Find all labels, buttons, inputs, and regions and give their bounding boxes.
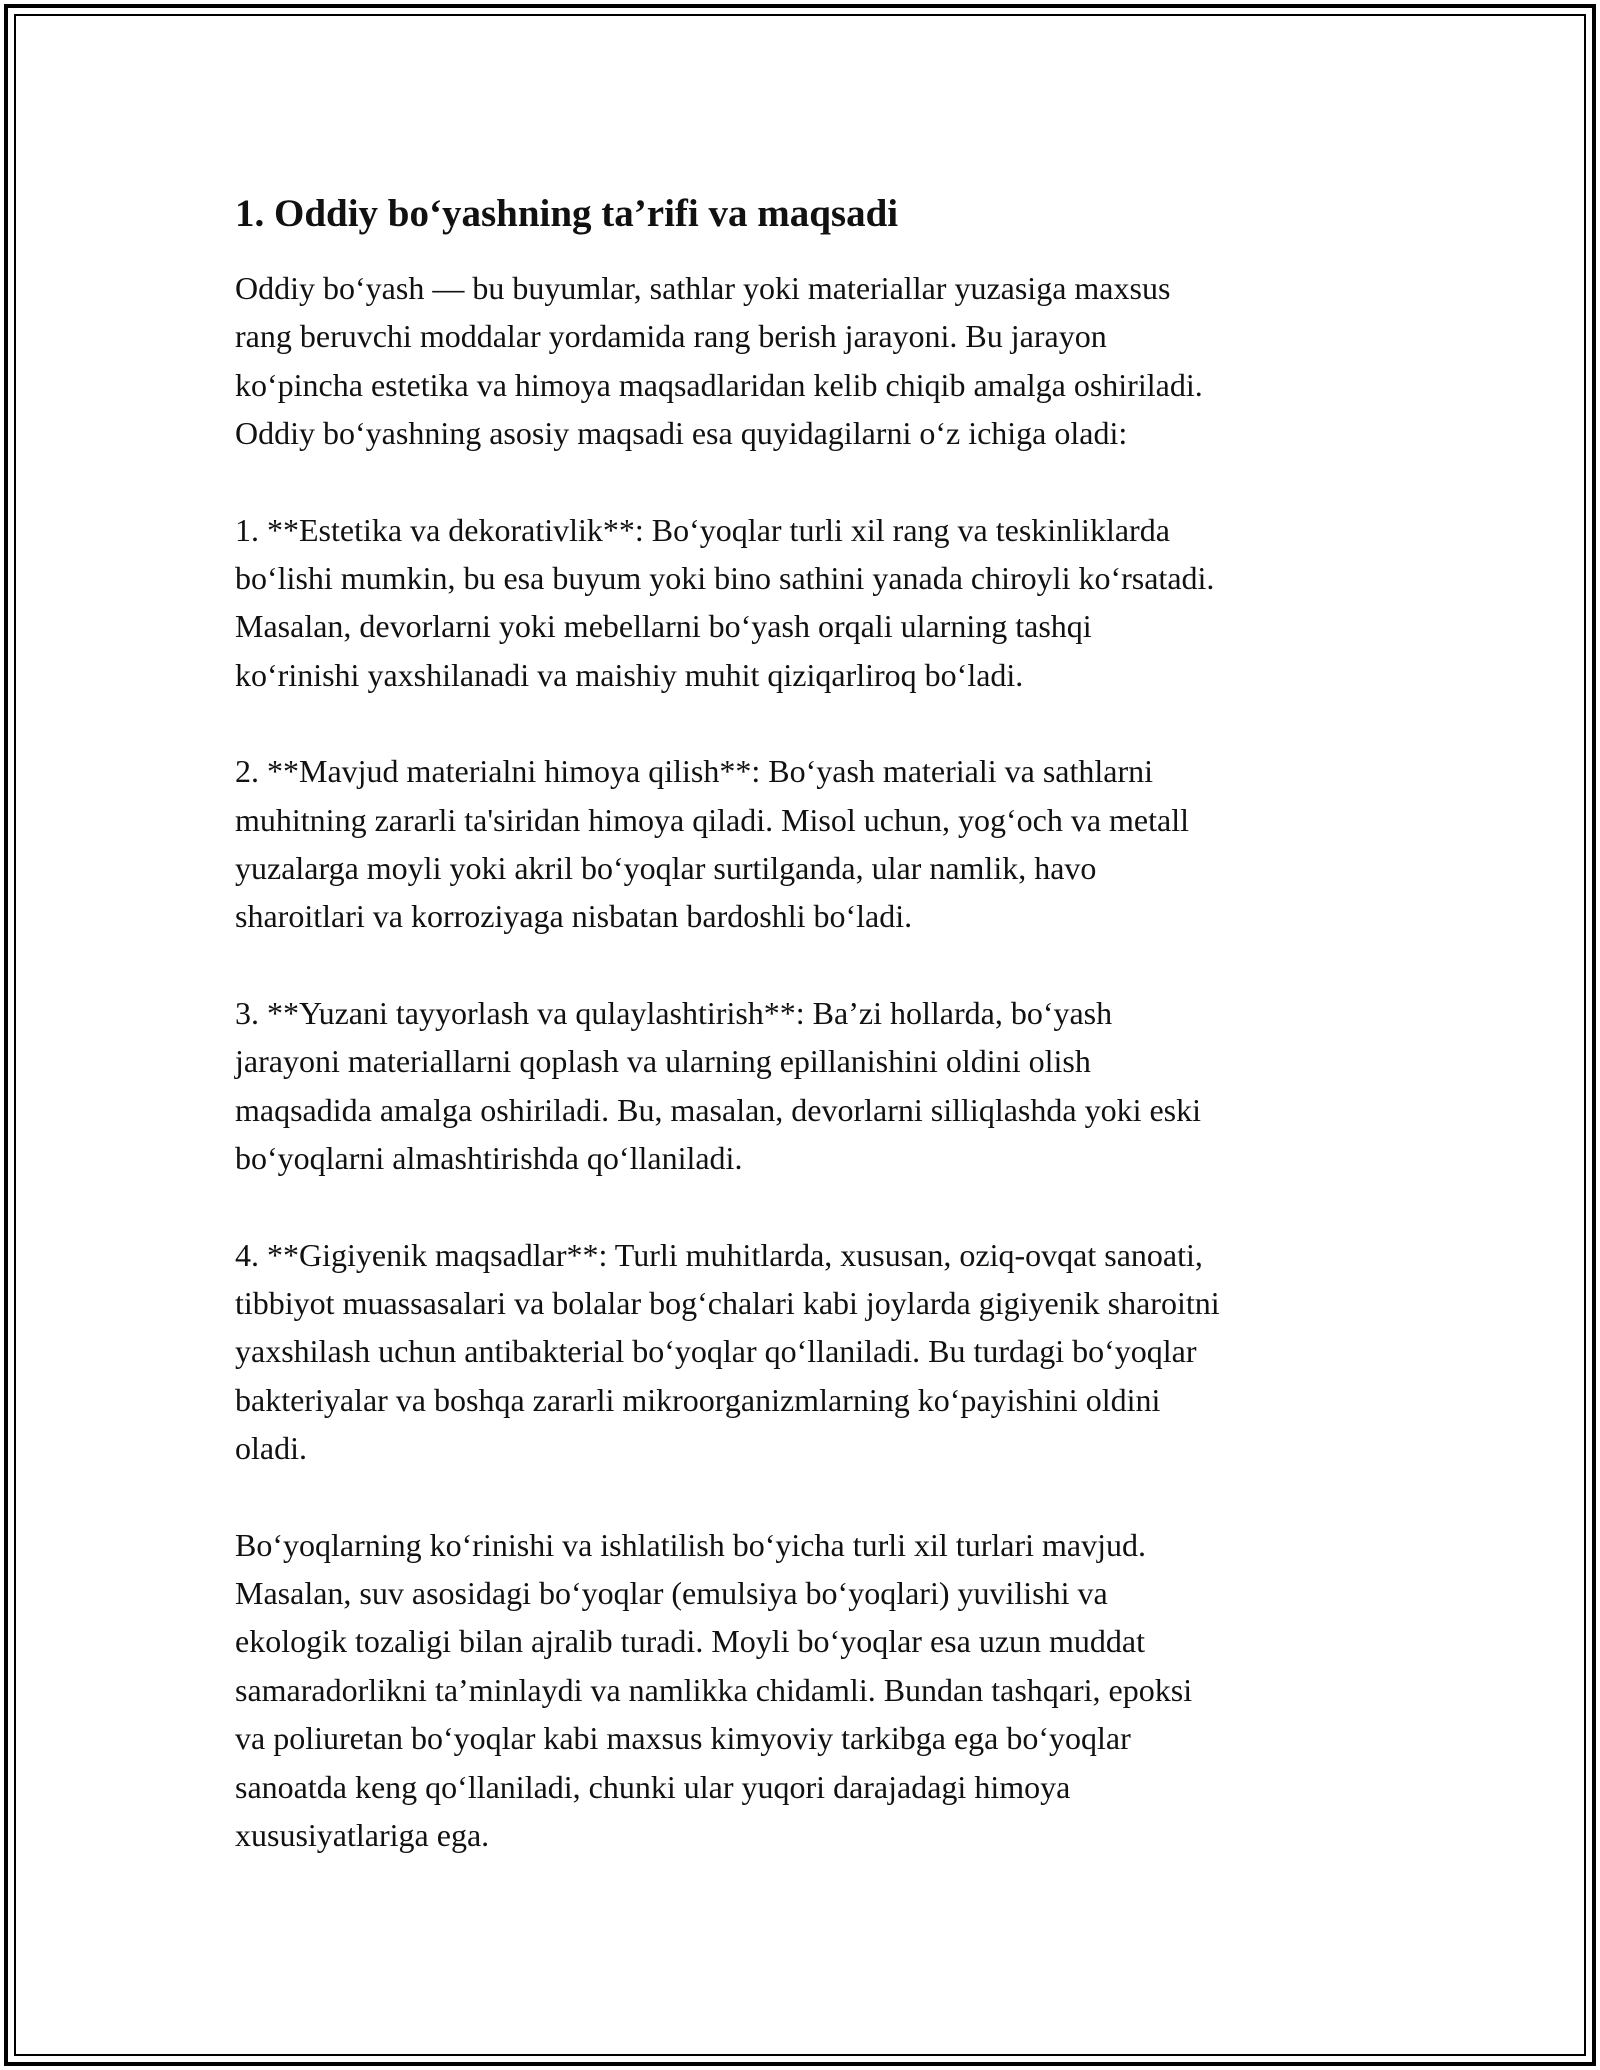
list-item-hygiene: 4. **Gigiyenik maqsadlar**: Turli muhitlarda, xususan, oziq-ovqat sanoati, tibbiyot muassasalari va bolalar bog‘chalari kabi joylarda gigiyenik sharoitni yaxshilash uchun antibakterial bo‘yoqlar qo‘llaniladi. Bu turdagi bo‘yoqlar bakteriyalar va boshqa zararli mikroorganizmlarning ko‘payishini oldini oladi. bbox=[235, 1236, 1220, 1467]
document-body bbox=[235, 188, 1385, 1907]
closing-paragraph: Bo‘yoqlarning ko‘rinishi va ishlatilish bo‘yicha turli xil turlari mavjud. Masalan, suv asosidagi bo‘yoqlar (emulsiya bo‘yoqlari) yuvilishi va ekologik tozaligi bilan ajralib turadi. Moyli bo‘yoqlar esa uzun muddat samaradorlikni ta’minlaydi va namlikka chidamli. Bundan tashqari, epoksi va poliuretan bo‘yoqlar kabi maxsus kimyoviy tarkibga ega bo‘yoqlar sanoatda keng qo‘llaniladi, chunki ular yuqori darajadagi himoya xususiyatlariga ega. bbox=[235, 1526, 1193, 1853]
list-item-aesthetics: 1. **Estetika va dekorativlik**: Bo‘yoqlar turli xil rang va teskinliklarda bo‘lishi mumkin, bu esa buyum yoki bino sathini yanada chiroyli ko‘rsatadi. Masalan, devorlarni yoki mebellarni bo‘yash orqali ularning tashqi ko‘rinishi yaxshilanadi va maishiy muhit qiziqarliroq bo‘ladi. bbox=[235, 511, 1215, 693]
intro-paragraph: Oddiy bo‘yash — bu buyumlar, sathlar yoki materiallar yuzasiga maxsus rang beruvchi moddalar yordamida rang berish jarayoni. Bu jarayon ko‘pincha estetika va himoya maqsadlaridan kelib chiqib amalga oshiriladi. Oddiy bo‘yashning asosiy maqsadi esa quyidagilarni o‘z ichiga oladi: bbox=[235, 270, 1203, 452]
list-item-protection: 2. **Mavjud materialni himoya qilish**: Bo‘yash materiali va sathlarni muhitning zararli ta'siridan himoya qiladi. Misol uchun, yog‘och va metall yuzalarga moyli yoki akril bo‘yoqlar surtilganda, ular namlik, havo sharoitlari va korroziyaga nisbatan bardoshli bo‘ladi. bbox=[235, 753, 1189, 935]
list-item-surface-preparation: 3. **Yuzani tayyorlash va qulaylashtirish**: Ba’zi hollarda, bo‘yash jarayoni materiallarni qoplash va ularning epillanishini oldini olish maqsadida amalga oshiriladi. Bu, masalan, devorlarni silliqlashda yoki eski bo‘yoqlarni almashtirishda qo‘llaniladi. bbox=[235, 994, 1201, 1177]
section-heading: 1. Oddiy bo‘yashning ta’rifi va maqsadi bbox=[235, 192, 899, 235]
